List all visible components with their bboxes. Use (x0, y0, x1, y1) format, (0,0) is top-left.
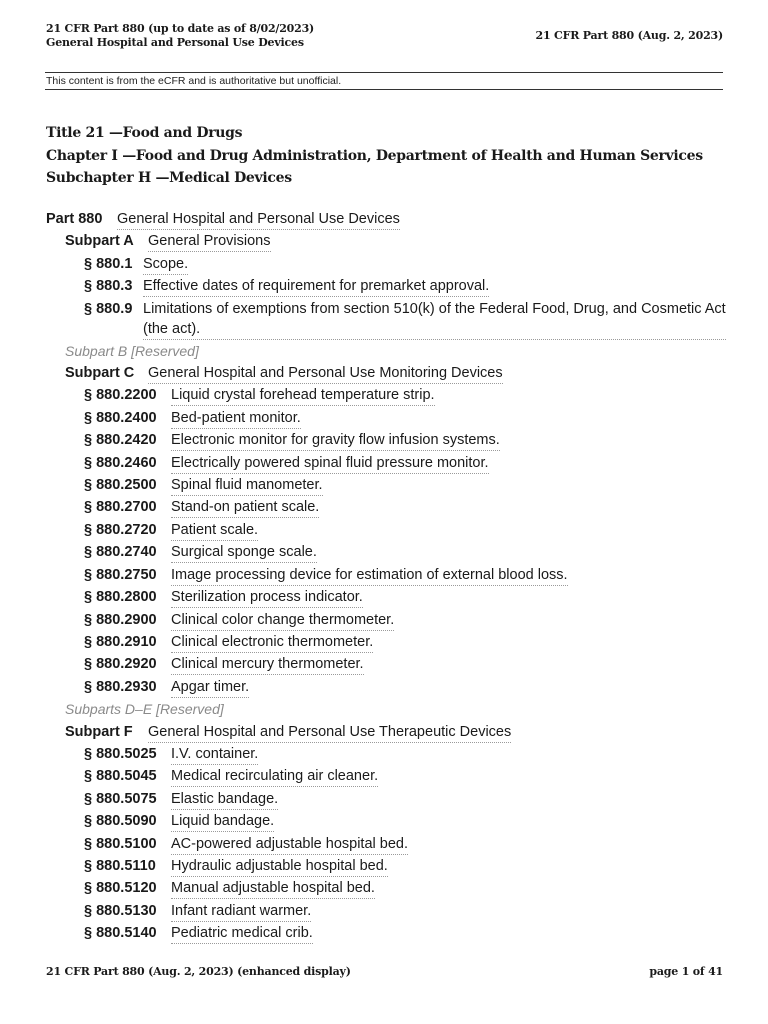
section-title-link[interactable]: Scope. (143, 254, 188, 275)
section-number: § 880.2910 (84, 633, 157, 650)
section-title-link[interactable]: Hydraulic adjustable hospital bed. (171, 856, 388, 877)
section-number: § 880.5045 (84, 768, 157, 785)
section-number: § 880.2400 (84, 409, 157, 426)
section-number: § 880.5100 (84, 835, 157, 852)
section-title-link[interactable]: Clinical electronic thermometer. (171, 632, 373, 653)
section-title-link[interactable]: Clinical color change thermometer. (171, 610, 394, 631)
section-title-link[interactable]: Electronic monitor for gravity flow infusion systems. (171, 430, 500, 451)
toc-section-row[interactable] (46, 810, 726, 832)
section-number: § 880.5025 (84, 745, 157, 762)
toc-section-row[interactable] (46, 496, 726, 518)
toc-section-row[interactable] (46, 743, 726, 765)
toc-section-row[interactable] (46, 384, 726, 406)
section-title-link[interactable]: Clinical mercury thermometer. (171, 654, 364, 675)
running-header-right: 21 CFR Part 880 (Aug. 2, 2023) (535, 29, 723, 42)
toc-section-row[interactable] (46, 586, 726, 608)
toc-section-row[interactable] (46, 653, 726, 675)
toc-section-row[interactable] (46, 788, 726, 810)
toc-section-row[interactable] (46, 877, 726, 899)
part-title-link[interactable]: General Hospital and Personal Use Devices (117, 209, 400, 230)
subpart-title-link[interactable]: General Hospital and Personal Use Monitoring Devices (148, 363, 503, 384)
section-title-link[interactable]: Bed-patient monitor. (171, 408, 301, 429)
notice-banner (45, 72, 723, 90)
section-number: § 880.2900 (84, 611, 157, 628)
header-title-line: 21 CFR Part 880 (up to date as of 8/02/2023) (46, 22, 315, 35)
page-number: page 1 of 41 (649, 965, 723, 978)
subparts-d-e-reserved: Subparts D–E [Reserved] (65, 701, 224, 718)
section-number: § 880.2460 (84, 454, 157, 471)
toc-section-row[interactable] (46, 519, 726, 541)
toc-part-880[interactable] (46, 208, 726, 230)
toc-section-row[interactable] (46, 275, 726, 297)
section-number: § 880.5110 (84, 857, 156, 874)
section-number: § 880.2720 (84, 521, 157, 538)
section-number: § 880.2930 (84, 678, 157, 695)
subchapter-heading: Subchapter H —Medical Devices (46, 170, 292, 186)
chapter-heading: Chapter I —Food and Drug Administration, Department of Health and Human Services (46, 147, 703, 164)
toc-section-row[interactable] (46, 474, 726, 496)
section-number: § 880.5140 (84, 925, 157, 942)
toc-subpart-c[interactable] (46, 362, 726, 384)
section-number: § 880.5120 (84, 880, 157, 897)
toc-section-row[interactable] (46, 765, 726, 787)
section-number: § 880.2700 (84, 499, 157, 516)
toc-section-row[interactable] (46, 452, 726, 474)
section-title-link[interactable]: Patient scale. (171, 520, 258, 541)
section-title-link[interactable]: I.V. container. (171, 744, 258, 765)
section-title-link[interactable]: Medical recirculating air cleaner. (171, 766, 378, 787)
subpart-b-reserved: Subpart B [Reserved] (65, 342, 199, 359)
section-title-link[interactable]: Sterilization process indicator. (171, 587, 363, 608)
toc-section-row[interactable] (46, 855, 726, 877)
section-title-link[interactable]: Electrically powered spinal fluid pressure monitor. (171, 453, 489, 474)
section-title-link[interactable]: AC-powered adjustable hospital bed. (171, 834, 408, 855)
section-title-link[interactable]: Liquid bandage. (171, 811, 274, 832)
toc-section-row[interactable] (46, 564, 726, 586)
toc-section-row[interactable] (46, 609, 726, 631)
toc-section-row[interactable] (46, 541, 726, 563)
subpart-label: Subpart A (65, 233, 134, 250)
running-footer-left: 21 CFR Part 880 (Aug. 2, 2023) (enhanced display) (46, 965, 351, 978)
section-number: § 880.1 (84, 255, 133, 272)
section-number: § 880.2800 (84, 589, 157, 606)
section-number: § 880.9 (84, 300, 133, 317)
subpart-label: Subpart F (65, 723, 133, 740)
running-header-left (46, 22, 314, 50)
section-title-link[interactable]: Liquid crystal forehead temperature strip. (171, 385, 435, 406)
section-title-link[interactable]: Image processing device for estimation of external blood loss. (171, 565, 568, 586)
toc-section-row[interactable] (46, 429, 726, 451)
section-number: § 880.2920 (84, 656, 157, 673)
section-title-link[interactable]: Spinal fluid manometer. (171, 475, 323, 496)
toc-section-row[interactable] (46, 407, 726, 429)
toc-section-row[interactable] (46, 922, 726, 944)
toc-section-row[interactable] (46, 253, 726, 275)
section-title-link[interactable]: Limitations of exemptions from section 510(k) of the Federal Food, Drug, and Cosmetic Act (the act). (143, 299, 726, 340)
section-number: § 880.5075 (84, 790, 157, 807)
section-number: § 880.5130 (84, 902, 157, 919)
section-title-link[interactable]: Apgar timer. (171, 677, 249, 698)
part-label: Part 880 (46, 211, 103, 227)
hierarchy-titles (46, 122, 703, 190)
section-number: § 880.5090 (84, 813, 157, 830)
section-title-link[interactable]: Surgical sponge scale. (171, 542, 317, 563)
toc-section-row[interactable] (46, 298, 726, 340)
notice-text: This content is from the eCFR and is authoritative but unofficial. (46, 75, 342, 87)
toc-section-row[interactable] (46, 900, 726, 922)
subpart-title-link[interactable]: General Provisions (148, 231, 271, 252)
section-number: § 880.2500 (84, 477, 157, 494)
toc-subpart-a[interactable] (46, 230, 726, 252)
toc-section-row[interactable] (46, 833, 726, 855)
section-title-link[interactable]: Pediatric medical crib. (171, 923, 313, 944)
toc-subpart-f[interactable] (46, 721, 726, 743)
toc-section-row[interactable] (46, 676, 726, 698)
header-subtitle-line: General Hospital and Personal Use Devices (46, 36, 304, 49)
section-number: § 880.2740 (84, 544, 157, 561)
subpart-label: Subpart C (65, 365, 135, 382)
toc-section-row[interactable] (46, 631, 726, 653)
section-number: § 880.2420 (84, 432, 157, 449)
section-title-link[interactable]: Effective dates of requirement for premarket approval. (143, 276, 489, 297)
section-number: § 880.3 (84, 278, 133, 295)
table-of-contents (46, 208, 726, 945)
section-number: § 880.2750 (84, 566, 157, 583)
section-title-link[interactable]: Stand-on patient scale. (171, 497, 319, 518)
title-heading: Title 21 —Food and Drugs (46, 125, 243, 141)
subpart-title-link[interactable]: General Hospital and Personal Use Therapeutic Devices (148, 722, 511, 743)
section-title-link[interactable]: Infant radiant warmer. (171, 901, 311, 922)
section-title-link[interactable]: Elastic bandage. (171, 789, 278, 810)
section-title-link[interactable]: Manual adjustable hospital bed. (171, 878, 375, 899)
section-number: § 880.2200 (84, 387, 157, 404)
